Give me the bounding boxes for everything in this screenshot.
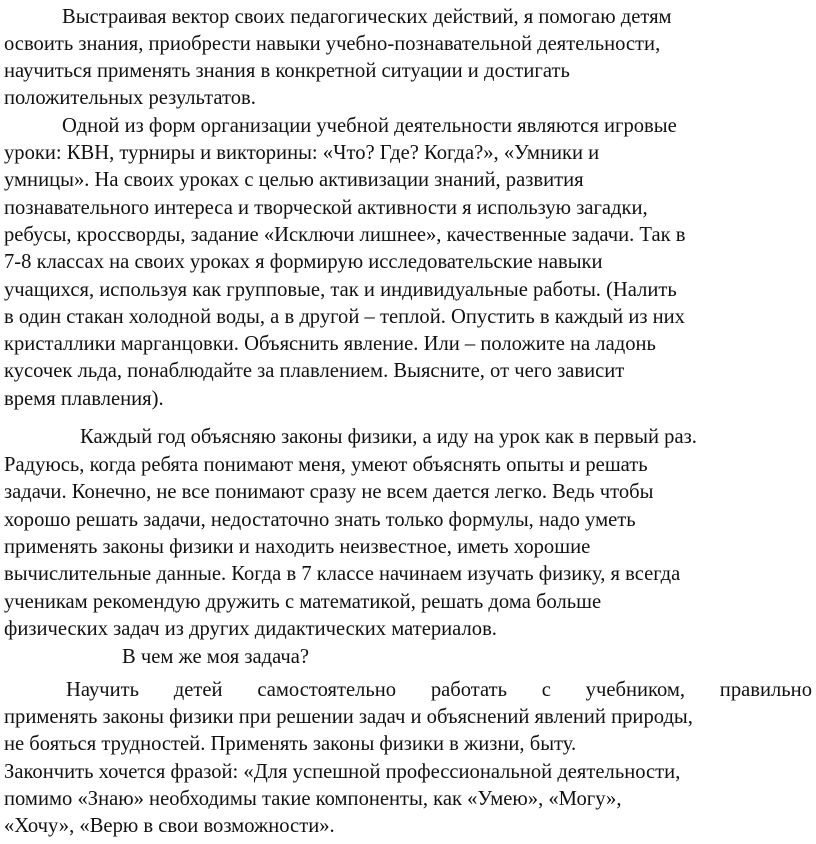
text-line: время плавления). [4,388,164,410]
text-line: познавательного интереса и творческой активности я использую загадки, [4,197,648,219]
text-line: в один стакан холодной воды, а в другой – теплой. Опустить в каждый из них [4,306,685,328]
section-heading: В чем же моя задача? [122,646,310,668]
text-line: умницы». На своих уроках с целью активизации знаний, развития [4,169,584,191]
text-line: Научить детей самостоятельно работать с учебником, правильно [66,679,812,701]
text-line: применять законы физики при решении задач и объяснений явлений природы, [4,706,693,728]
text-line: кристаллики марганцовки. Объяснить явление. Или – положите на ладонь [4,333,656,355]
text-line: задачи. Конечно, не все понимают сразу не всем дается легко. Ведь чтобы [4,481,654,503]
text-line: ученикам рекомендую дружить с математикой, решать дома больше [4,591,602,613]
text-line: Одной из форм организации учебной деятельности являются игровые [62,115,677,137]
text-line: Радуюсь, когда ребята понимают меня, умеют объяснять опыты и решать [4,454,648,476]
text-line: применять законы физики и находить неизвестное, иметь хорошие [4,536,591,558]
text-line: положительных результатов. [4,87,256,109]
text-line: Выстраивая вектор своих педагогических действий, я помогаю детям [62,6,672,28]
text-line: физических задач из других дидактических материалов. [4,618,497,640]
text-line: Закончить хочется фразой: «Для успешной профессиональной деятельности, [4,761,681,783]
text-line: хорошо решать задачи, недостаточно знать только формулы, надо уметь [4,509,636,531]
text-line: помимо «Знаю» необходимы такие компоненты, как «Умею», «Могу», [4,788,622,810]
text-line: учащихся, используя как групповые, так и индивидуальные работы. (Налить [4,279,677,301]
text-line: научиться применять знания в конкретной ситуации и достигать [4,60,570,82]
text-line: Каждый год объясняю законы физики, а иду на урок как в первый раз. [80,426,697,448]
text-line: ребусы, кроссворды, задание «Исключи лишнее», качественные задачи. Так в [4,224,686,246]
text-line: «Хочу», «Верю в свои возможности». [4,815,335,837]
text-line: освоить знания, приобрести навыки учебно-познавательной деятельности, [4,33,661,55]
text-line: уроки: КВН, турниры и викторины: «Что? Где? Когда?», «Умники и [4,142,600,164]
text-line: кусочек льда, понаблюдайте за плавлением. Выясните, от чего зависит [4,360,625,382]
text-line: 7-8 классах на своих уроках я формирую исследовательские навыки [4,251,603,273]
text-line: не бояться трудностей. Применять законы физики в жизни, быту. [4,733,577,755]
text-line: вычислительные данные. Когда в 7 классе начинаем изучать физику, я всегда [4,563,681,585]
